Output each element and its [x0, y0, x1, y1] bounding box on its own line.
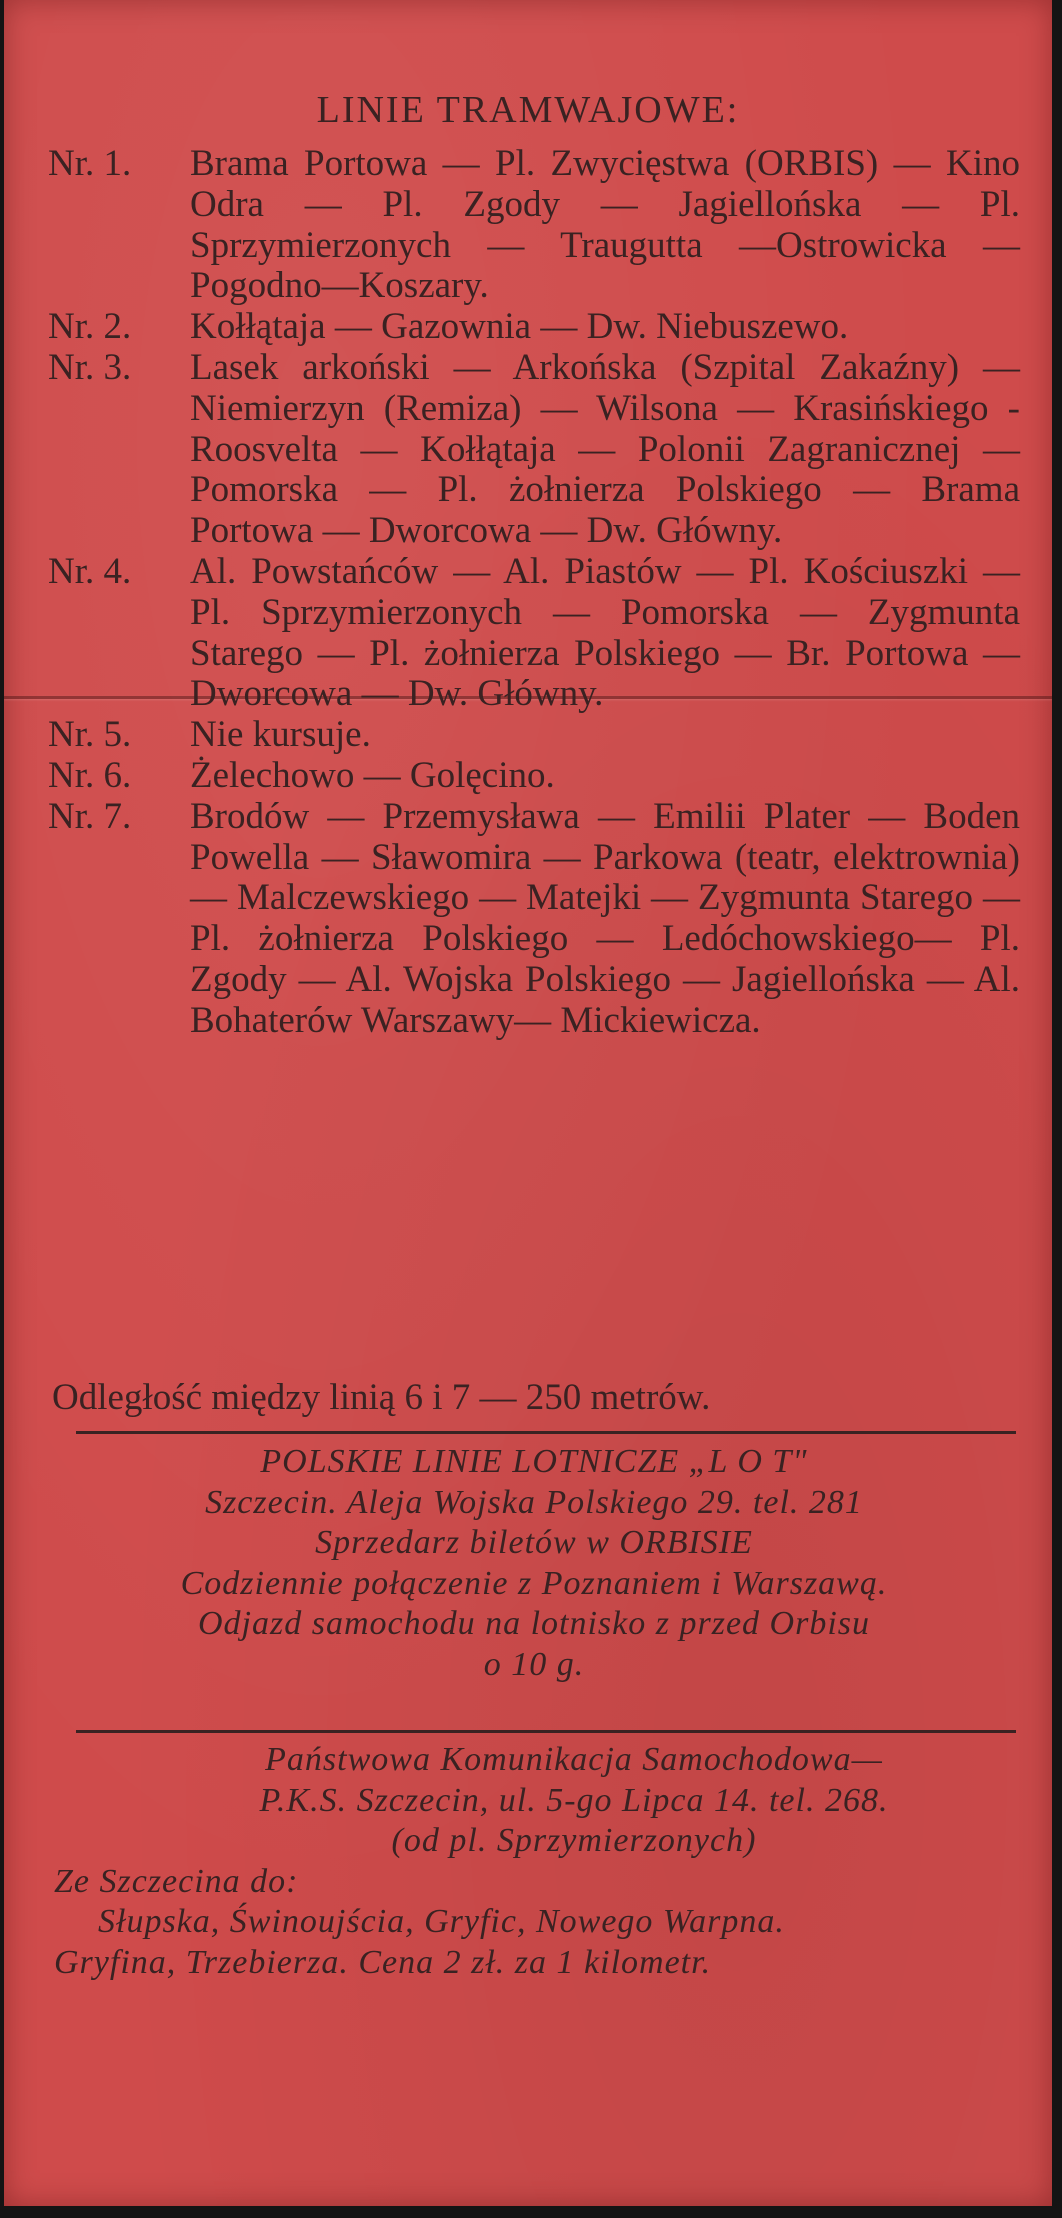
pks-address: P.K.S. Szczecin, ul. 5-go Lipca 14. tel. 268.: [259, 1781, 889, 1819]
route-line-1: [48, 144, 1020, 307]
route-line-4: [48, 552, 1020, 715]
lot-airline-section: [48, 1442, 1020, 1685]
route-stops: Kołłątaja — Gazownia — Dw. Niebuszewo.: [190, 306, 849, 348]
route-stops: Lasek arkoński — Arkońska (Szpital Zakaźny) — Niemierzyn (Remiza) — Wilsona — Krasińskiego - Roosvelta — Kołłątaja — Polonii Zagranicznej — Pomorska — Pl. żołnierza Polskiego — Brama Portowa — Dworcowa — Dw. Główny.: [190, 346, 1020, 552]
divider-rule: [76, 1431, 1016, 1434]
route-line-2: [48, 307, 1020, 348]
route-number: Nr. 7.: [48, 795, 132, 837]
route-stops: Brodów — Przemysława — Emilii Plater — Boden Powella — Sławomira — Parkowa (teatr, elektrownia) — Malczewskiego — Matejki — Zygmunta Starego — Pl. żołnierza Polskiego — Ledóchowskiego— Pl. Zgody — Al. Wojska Polskiego — Jagiellońska — Al. Bohaterów Warszawy— Mickiewicza.: [190, 795, 1020, 1041]
pks-price: Gryfina, Trzebierza. Cena 2 zł. za 1 kilometr.: [54, 1943, 712, 1981]
pks-bus-section: [48, 1740, 1020, 1983]
route-number: Nr. 5.: [48, 714, 132, 756]
lot-departure-time: o 10 g.: [483, 1645, 585, 1683]
route-stops: Nie kursuje.: [190, 714, 371, 756]
timetable-card: [4, 0, 1052, 2206]
route-line-5: [48, 715, 1020, 756]
route-number: Nr. 3.: [48, 346, 132, 388]
tram-route-list: [48, 144, 1020, 1042]
route-number: Nr. 2.: [48, 306, 132, 348]
route-stops: Al. Powstańców — Al. Piastów — Pl. Kościuszki — Pl. Sprzymierzonych — Pomorska — Zygmunta Starego — Pl. żołnierza Polskiego — Br. Portowa — Dworcowa — Dw. Główny.: [190, 550, 1020, 715]
lot-departure: Odjazd samochodu na lotnisko z przed Orbisu: [197, 1605, 871, 1642]
route-line-6: [48, 756, 1020, 797]
route-number: Nr. 1.: [48, 143, 132, 184]
route-line-3: [48, 348, 1020, 552]
route-stops: Żelechowo — Golęcino.: [190, 754, 555, 796]
lot-tickets: Sprzedarz biletów w ORBISIE: [315, 1524, 753, 1561]
lot-title: POLSKIE LINIE LOTNICZE „L O T": [260, 1443, 808, 1480]
route-number: Nr. 4.: [48, 550, 132, 592]
route-line-7: [48, 797, 1020, 1042]
pks-title: Państwowa Komunikacja Samochodowa—: [265, 1741, 883, 1778]
lot-connections: Codziennie połączenie z Poznaniem i Warszawą.: [180, 1564, 888, 1602]
route-number: Nr. 6.: [48, 754, 132, 796]
route-stops: Brama Portowa — Pl. Zwycięstwa (ORBIS) — Kino Odra — Pl. Zgody — Jagiellońska — Pl. Sprzymierzonych — Traugutta —Ostrowicka — Pogodno—Koszary.: [190, 143, 1020, 307]
pks-destinations: Słupska, Świnoujścia, Gryfic, Nowego Warpna.: [98, 1903, 785, 1940]
pks-destinations-label: Ze Szczecina do:: [54, 1862, 299, 1900]
divider-rule: [76, 1730, 1016, 1733]
distance-note: Odległość między linią 6 i 7 — 250 metrów.: [52, 1377, 711, 1418]
pks-location: (od pl. Sprzymierzonych): [391, 1822, 757, 1859]
tram-lines-heading: LINIE TRAMWAJOWE:: [316, 89, 740, 131]
lot-address: Szczecin. Aleja Wojska Polskiego 29. tel. 281: [205, 1483, 863, 1521]
